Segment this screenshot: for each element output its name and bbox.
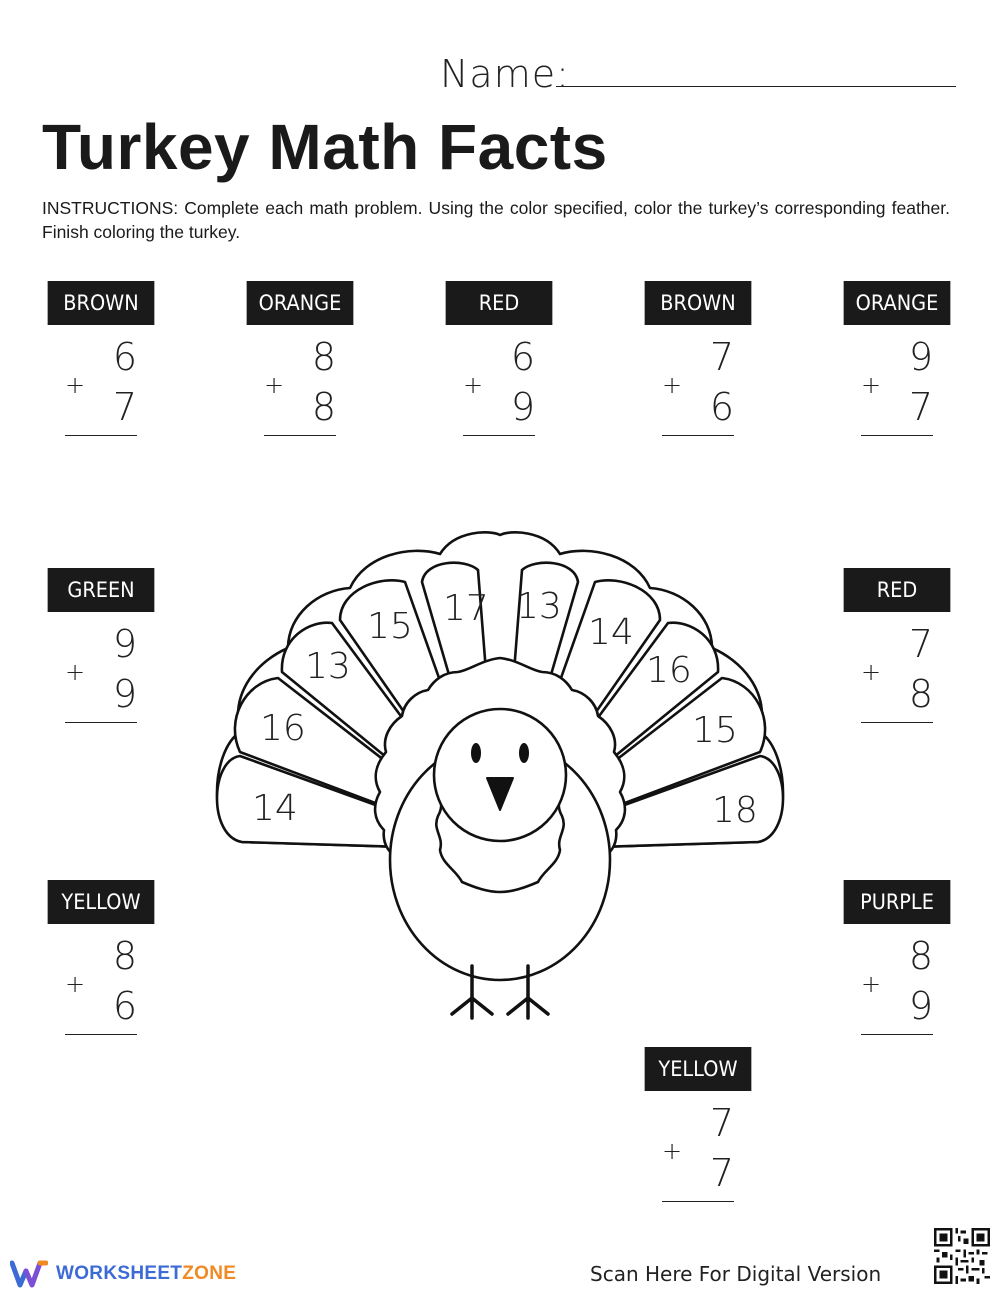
- plus-sign: +: [662, 1137, 683, 1165]
- name-row: [440, 52, 960, 96]
- answer-line[interactable]: [463, 435, 535, 436]
- problem-card: [242, 281, 358, 441]
- right-foot: [508, 998, 548, 1018]
- problem-card: [640, 1047, 756, 1207]
- color-tag: YELLOW: [645, 1047, 752, 1091]
- answer-line[interactable]: [65, 435, 137, 436]
- top-number: 7: [908, 622, 934, 666]
- color-tag: ORANGE: [844, 281, 951, 325]
- answer-line[interactable]: [65, 722, 137, 723]
- top-number: 7: [709, 1101, 735, 1145]
- turkey-illustration: [200, 520, 800, 1040]
- feather-number-4: 15: [367, 606, 413, 647]
- feather-number-1: 14: [252, 788, 298, 829]
- feather-number-5: 17: [443, 588, 489, 629]
- feather-number-8: 16: [646, 650, 692, 691]
- problem-card: [441, 281, 557, 441]
- top-number: 9: [112, 622, 138, 666]
- plus-sign: +: [861, 371, 882, 399]
- answer-line[interactable]: [662, 1201, 734, 1202]
- answer-line[interactable]: [65, 1034, 137, 1035]
- answer-line[interactable]: [861, 1034, 933, 1035]
- top-number: 6: [112, 335, 138, 379]
- plus-sign: +: [264, 371, 285, 399]
- plus-sign: +: [861, 658, 882, 686]
- scan-caption: Scan Here For Digital Version: [590, 1262, 882, 1286]
- answer-line[interactable]: [861, 435, 933, 436]
- bottom-number: 8: [908, 672, 934, 716]
- name-label: Name:: [440, 52, 570, 96]
- color-tag: ORANGE: [247, 281, 354, 325]
- answer-line[interactable]: [662, 435, 734, 436]
- color-tag: YELLOW: [48, 880, 155, 924]
- bottom-number: 7: [709, 1151, 735, 1195]
- bottom-number: 9: [908, 984, 934, 1028]
- top-number: 8: [311, 335, 337, 379]
- problem-card: [640, 281, 756, 441]
- problem-card: [839, 281, 955, 441]
- color-tag: BROWN: [48, 281, 155, 325]
- top-number: 8: [112, 934, 138, 978]
- bottom-number: 9: [112, 672, 138, 716]
- left-foot: [452, 998, 492, 1018]
- bottom-number: 6: [112, 984, 138, 1028]
- color-tag: BROWN: [645, 281, 752, 325]
- top-number: 9: [908, 335, 934, 379]
- plus-sign: +: [65, 371, 86, 399]
- bottom-number: 7: [908, 385, 934, 429]
- qr-code-icon[interactable]: [934, 1228, 990, 1284]
- color-tag: RED: [844, 568, 951, 612]
- feather-number-9: 15: [692, 710, 738, 751]
- plus-sign: +: [662, 371, 683, 399]
- plus-sign: +: [463, 371, 484, 399]
- top-number: 8: [908, 934, 934, 978]
- answer-line[interactable]: [861, 722, 933, 723]
- plus-sign: +: [65, 658, 86, 686]
- right-eye-icon: [519, 743, 529, 763]
- problem-card: [43, 281, 159, 441]
- top-number: 6: [510, 335, 536, 379]
- feather-number-7: 14: [588, 612, 634, 653]
- feather-number-6: 13: [516, 586, 562, 627]
- problem-card: [839, 568, 955, 728]
- color-tag: GREEN: [48, 568, 155, 612]
- problem-card: [43, 880, 159, 1040]
- color-tag: RED: [446, 281, 553, 325]
- feather-number-10: 18: [712, 790, 758, 831]
- bottom-number: 7: [112, 385, 138, 429]
- plus-sign: +: [861, 970, 882, 998]
- turkey-head: [434, 709, 566, 841]
- bottom-number: 9: [510, 385, 536, 429]
- answer-line[interactable]: [264, 435, 336, 436]
- problem-card: [839, 880, 955, 1040]
- top-number: 7: [709, 335, 735, 379]
- color-tag: PURPLE: [844, 880, 951, 924]
- worksheetzone-logo[interactable]: [10, 1256, 236, 1292]
- logo-text: WORKSHEETZONE: [56, 1263, 237, 1284]
- feather-number-2: 16: [260, 708, 306, 749]
- logo-w-icon: [10, 1259, 48, 1289]
- bottom-number: 8: [311, 385, 337, 429]
- problem-card: [43, 568, 159, 728]
- feather-number-3: 13: [305, 646, 351, 687]
- page-title: Turkey Math Facts: [42, 111, 608, 183]
- instructions-text: INSTRUCTIONS: Complete each math problem. Using the color specified, color the turkey’s corresponding feather. Finish coloring the turkey.: [42, 198, 950, 242]
- name-write-line[interactable]: [556, 86, 956, 87]
- bottom-number: 6: [709, 385, 735, 429]
- left-eye-icon: [471, 743, 481, 763]
- plus-sign: +: [65, 970, 86, 998]
